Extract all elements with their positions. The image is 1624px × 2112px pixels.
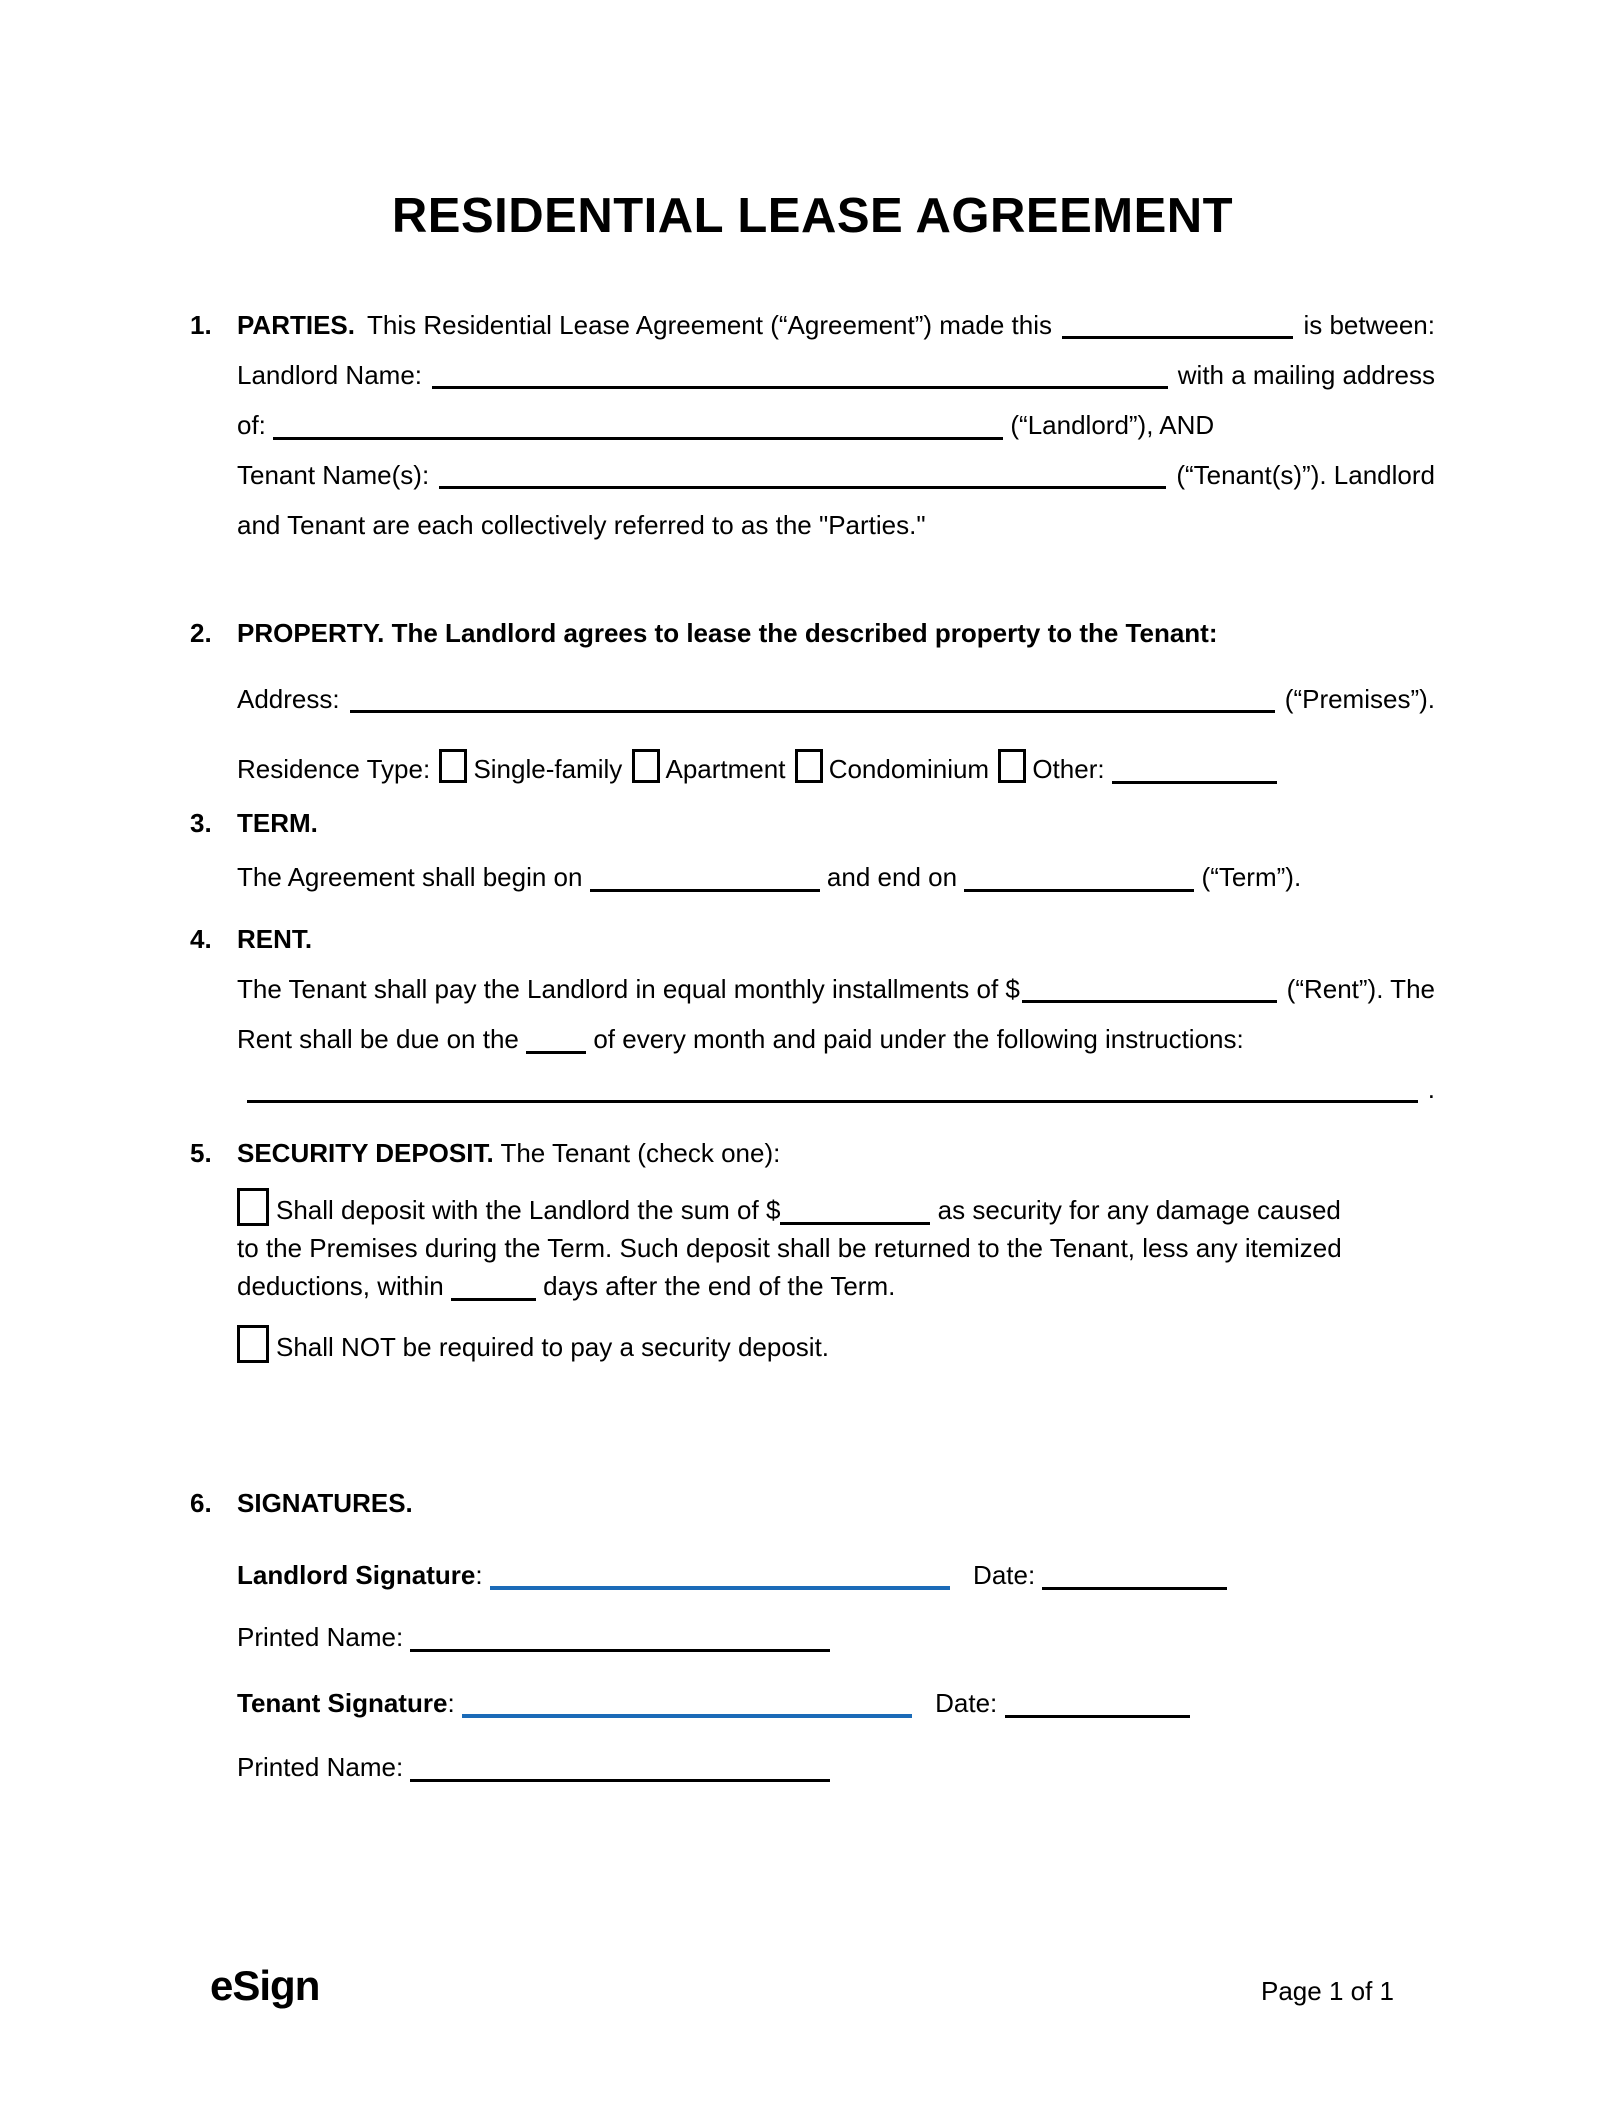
tenant-name-blank[interactable]: [439, 486, 1166, 489]
landlord-date-label: Date:: [973, 1560, 1036, 1590]
property-address-line: [237, 674, 1435, 724]
page-footer: [210, 1962, 1394, 2010]
landlord-address-tail: (“Landlord”), AND: [1010, 410, 1215, 440]
rent-due-day-blank[interactable]: [526, 1051, 586, 1054]
section-security-deposit: [190, 1128, 1435, 1366]
checkbox-other[interactable]: [998, 749, 1026, 783]
rent-heading-line: [237, 914, 1435, 964]
section-rent: [190, 914, 1435, 1114]
property-heading: PROPERTY.: [237, 618, 385, 648]
tenant-signature-field[interactable]: [462, 1714, 912, 1718]
term-tail: (“Term”).: [1201, 862, 1302, 892]
landlord-name-label: Landlord Name:: [237, 360, 422, 390]
landlord-name-line: [237, 350, 1435, 400]
section-parties-number: 1.: [190, 310, 212, 340]
security-opt1-line3: [237, 1267, 1435, 1305]
rent-due-line: [237, 1014, 1435, 1064]
tenant-printed-name-label: Printed Name:: [237, 1752, 404, 1782]
property-address-label: Address:: [237, 684, 340, 714]
deposit-amount-blank[interactable]: [780, 1222, 930, 1225]
section-property: [190, 608, 1435, 794]
landlord-signature-field[interactable]: [490, 1586, 950, 1590]
property-address-tail: (“Premises”).: [1284, 684, 1435, 714]
deposit-return-days-blank[interactable]: [451, 1298, 536, 1301]
section-parties: [190, 300, 1435, 550]
security-opt2-text: Shall NOT be required to pay a security deposit.: [276, 1332, 830, 1362]
option-other-label: Other:: [1032, 754, 1105, 784]
residence-type-line: [237, 744, 1435, 794]
section-signatures: [190, 1478, 1435, 1792]
parties-intro-text: This Residential Lease Agreement (“Agreement”) made this: [366, 310, 1052, 340]
landlord-address-label: of:: [237, 410, 266, 440]
landlord-printed-name-row: [237, 1612, 1435, 1662]
security-heading-line: [237, 1128, 1435, 1178]
residence-type-label: Residence Type:: [237, 754, 431, 784]
landlord-printed-name-label: Printed Name:: [237, 1622, 404, 1652]
landlord-name-blank[interactable]: [432, 386, 1168, 389]
section-term-number: 3.: [190, 808, 212, 838]
term-end-date-blank[interactable]: [964, 889, 1194, 892]
security-heading-rest: The Tenant (check one):: [500, 1138, 781, 1168]
rent-amount-blank[interactable]: [1022, 1000, 1277, 1003]
property-heading-line: [237, 608, 1435, 658]
rent-amount-tail: (“Rent”). The: [1286, 974, 1435, 1004]
term-end-text: and end on: [826, 862, 958, 892]
security-opt1-text-d: days after the end of the Term.: [543, 1271, 896, 1301]
tenant-date-label: Date:: [935, 1688, 998, 1718]
rent-instructions-line: [237, 1064, 1435, 1114]
section-signatures-number: 6.: [190, 1488, 212, 1518]
landlord-signature-colon: :: [475, 1560, 483, 1590]
security-opt2-line: [237, 1325, 1435, 1366]
document-title: RESIDENTIAL LEASE AGREEMENT: [391, 189, 1234, 243]
payment-instructions-blank[interactable]: [247, 1100, 1418, 1103]
security-opt1-line2: to the Premises during the Term. Such deposit shall be returned to the Tenant, less any itemized: [237, 1233, 1342, 1263]
section-term: [190, 798, 1435, 902]
section-security-number: 5.: [190, 1138, 212, 1168]
agreement-date-blank[interactable]: [1062, 336, 1293, 339]
term-begin-text: The Agreement shall begin on: [237, 862, 583, 892]
security-option-deposit: [237, 1188, 1435, 1305]
security-opt1-line1: [237, 1188, 1435, 1229]
parties-heading: PARTIES.: [237, 310, 355, 340]
option-condominium-label: Condominium: [828, 754, 990, 784]
term-start-date-blank[interactable]: [590, 889, 820, 892]
property-address-blank[interactable]: [350, 710, 1275, 713]
checkbox-condominium[interactable]: [795, 749, 823, 783]
tenant-printed-name-field[interactable]: [410, 1779, 830, 1782]
parties-closing-line: and Tenant are each collectively referred to as the "Parties.": [237, 510, 926, 540]
checkbox-shall-deposit[interactable]: [237, 1188, 269, 1226]
property-heading-rest: The Landlord agrees to lease the described property to the Tenant:: [391, 618, 1218, 648]
signatures-heading-line: [237, 1478, 1435, 1528]
landlord-address-line: [237, 400, 1435, 450]
parties-intro-tail: is between:: [1303, 310, 1435, 340]
rent-due-text: Rent shall be due on the: [237, 1024, 519, 1054]
tenant-signature-label: Tenant Signature: [237, 1688, 448, 1718]
checkbox-shall-not-deposit[interactable]: [237, 1325, 269, 1363]
esign-logo: eSign: [210, 1962, 320, 2009]
option-single-family-label: Single-family: [473, 754, 623, 784]
section-property-number: 2.: [190, 618, 212, 648]
rent-instructions-period: .: [1427, 1074, 1435, 1104]
checkbox-apartment[interactable]: [632, 749, 660, 783]
checkbox-single-family[interactable]: [439, 749, 467, 783]
signatures-heading: SIGNATURES.: [237, 1488, 413, 1518]
tenant-name-tail: (“Tenant(s)”). Landlord: [1176, 460, 1435, 490]
rent-amount-text: The Tenant shall pay the Landlord in equal monthly installments of $: [237, 974, 1020, 1004]
tenant-printed-name-row: [237, 1742, 1435, 1792]
option-apartment-label: Apartment: [665, 754, 786, 784]
security-opt1-text-b: as security for any damage caused: [937, 1195, 1341, 1225]
landlord-name-tail: with a mailing address: [1177, 360, 1435, 390]
landlord-address-blank[interactable]: [273, 437, 1003, 440]
tenant-date-field[interactable]: [1005, 1715, 1190, 1718]
parties-intro-line: [237, 300, 1435, 350]
tenant-signature-colon: :: [447, 1688, 455, 1718]
tenant-signature-row: [237, 1678, 1435, 1728]
term-heading: TERM.: [237, 808, 318, 838]
rent-heading: RENT.: [237, 924, 313, 954]
rent-amount-line: [237, 964, 1435, 1014]
other-residence-blank[interactable]: [1112, 781, 1277, 784]
landlord-signature-row: [237, 1550, 1435, 1600]
security-opt1-text-c: deductions, within: [237, 1271, 444, 1301]
page-number: Page 1 of 1: [1261, 1976, 1394, 2006]
term-dates-line: [237, 852, 1435, 902]
section-rent-number: 4.: [190, 924, 212, 954]
landlord-signature-label: Landlord Signature: [237, 1560, 476, 1590]
landlord-date-field[interactable]: [1042, 1587, 1227, 1590]
rent-due-tail: of every month and paid under the following instructions:: [593, 1024, 1244, 1054]
security-option-no-deposit: [237, 1325, 1435, 1366]
security-heading: SECURITY DEPOSIT.: [237, 1138, 494, 1168]
tenant-name-label: Tenant Name(s):: [237, 460, 430, 490]
term-heading-line: [237, 798, 1435, 848]
security-opt1-text-a: Shall deposit with the Landlord the sum of $: [276, 1195, 781, 1225]
landlord-printed-name-field[interactable]: [410, 1649, 830, 1652]
tenant-name-line: [237, 450, 1435, 500]
